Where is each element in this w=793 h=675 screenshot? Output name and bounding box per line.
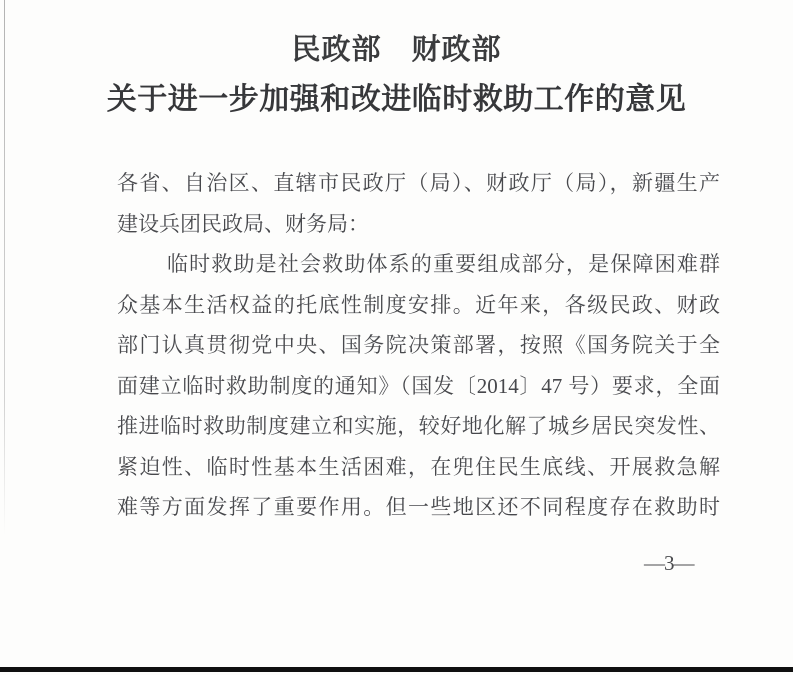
body-line: 紧迫性、临时性基本生活困难，在兜住民生底线、开展救急解 xyxy=(117,454,720,479)
body-line: 众基本生活权益的托底性制度安排。近年来，各级民政、财政 xyxy=(117,292,720,317)
issuing-authorities-title: 民政部 财政部 xyxy=(291,34,502,66)
page-number: —3— xyxy=(644,551,694,575)
salutation-line: 各省、自治区、直辖市民政厅（局）、财政厅（局），新疆生产 xyxy=(117,171,720,195)
body-line: 临时救助是社会救助体系的重要组成部分，是保障困难群 xyxy=(167,252,720,276)
body-line: 部门认真贯彻党中央、国务院决策部署，按照《国务院关于全 xyxy=(117,333,720,357)
body-line: 面建立临时救助制度的通知》（国发〔2014〕47 号）要求，全面 xyxy=(117,373,720,398)
body-line: 难等方面发挥了重要作用。但一些地区还不同程度存在救助时 xyxy=(117,495,720,519)
bottom-scan-edge-artifact xyxy=(0,667,793,672)
salutation-line: 建设兵团民政局、财务局： xyxy=(117,211,369,236)
document-body xyxy=(117,163,720,528)
body-line: 推进临时救助制度建立和实施，较好地化解了城乡居民突发性、 xyxy=(117,414,720,438)
document-title: 关于进一步加强和改进临时救助工作的意见 xyxy=(106,83,687,116)
